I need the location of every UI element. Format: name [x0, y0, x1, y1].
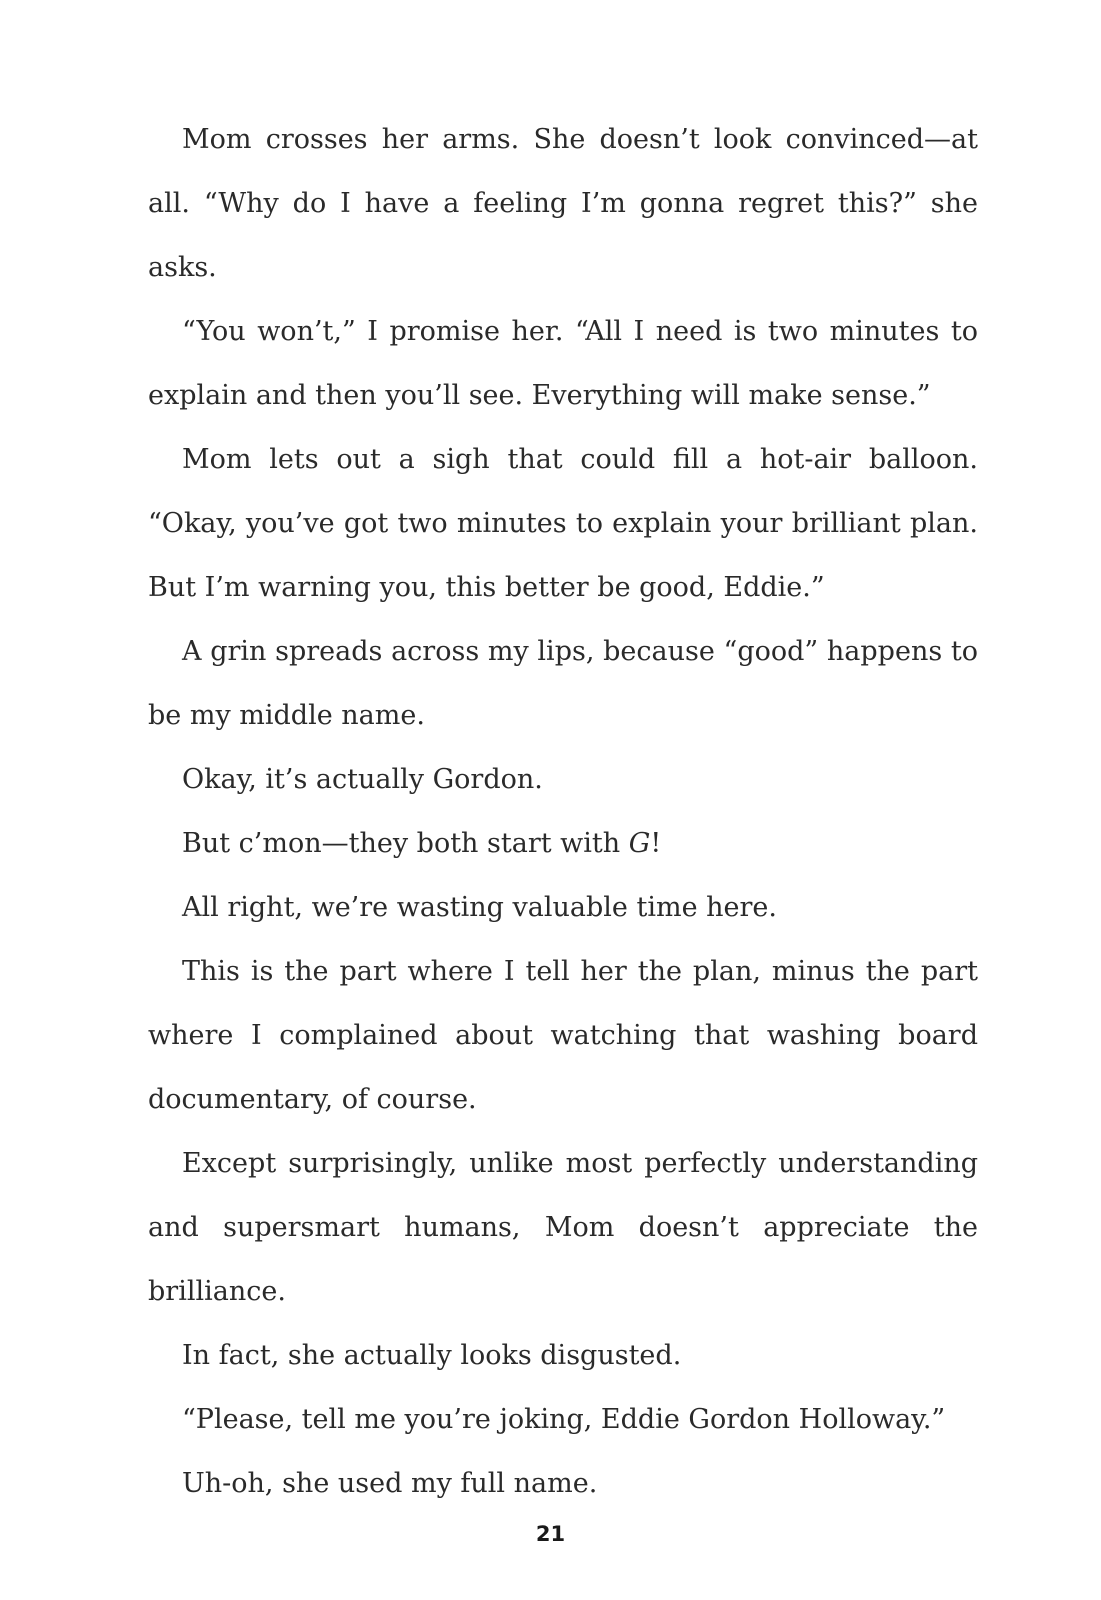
paragraph: A grin spreads across my lips, because “good” happens to be my middle name.	[148, 636, 978, 731]
paragraph: Uh-oh, she used my full name.	[182, 1468, 598, 1499]
paragraph: This is the part where I tell her the plan, minus the part where I complained about watching that washing board documentary, of course.	[148, 956, 978, 1115]
paragraph: Except surprisingly, unlike most perfectly understanding and supersmart humans, Mom doesn’t appreciate the brilliance.	[148, 1148, 978, 1307]
paragraph: “You won’t,” I promise her. “All I need is two minutes to explain and then you’ll see. Everything will make sense.”	[148, 316, 978, 411]
paragraph: All right, we’re wasting valuable time here.	[182, 892, 777, 923]
body-text	[148, 108, 978, 1516]
paragraph: “Please, tell me you’re joking, Eddie Gordon Holloway.”	[182, 1404, 946, 1435]
paragraph: Mom crosses her arms. She doesn’t look convinced—at all. “Why do I have a feeling I’m gonna regret this?” she asks.	[148, 124, 978, 283]
italic-letter: G	[628, 828, 651, 859]
paragraph-text: But c’mon—they both start with	[182, 828, 629, 859]
paragraph-text: !	[650, 828, 662, 859]
paragraph: Okay, it’s actually Gordon.	[182, 764, 543, 795]
paragraph: In fact, she actually looks disgusted.	[182, 1340, 682, 1371]
paragraph	[148, 812, 978, 876]
paragraph: Mom lets out a sigh that could fill a hot-air balloon. “Okay, you’ve got two minutes to explain your brilliant plan. But I’m warning you, this better be good, Eddie.”	[148, 444, 978, 603]
page-number: 21	[535, 1522, 566, 1546]
